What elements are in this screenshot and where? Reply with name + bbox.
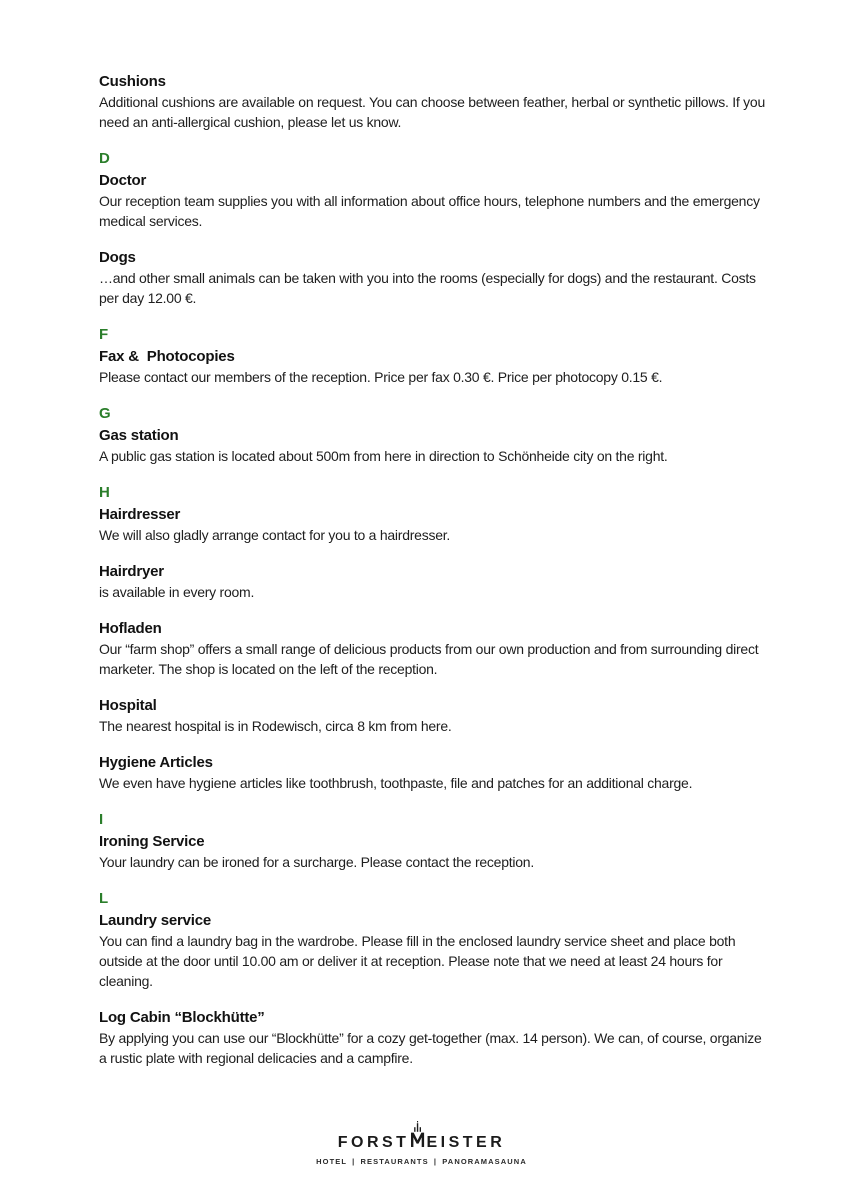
letter-section <box>99 72 771 132</box>
entry-body: Please contact our members of the reception. Price per fax 0.30 €. Price per photocopy 0.15 €. <box>99 369 663 385</box>
guide-entry <box>99 619 771 679</box>
entry-body: A public gas station is located about 500m from here in direction to Schönheide city on the right. <box>99 448 668 464</box>
entry-title: Hairdryer <box>99 563 164 580</box>
entry-title: Laundry service <box>99 912 212 929</box>
guide-entry <box>99 426 771 466</box>
entry-title: Ironing Service <box>99 833 205 850</box>
logo-text-right: EISTER <box>426 1134 506 1151</box>
guide-entry <box>99 248 771 308</box>
logo-text-left: FORST <box>337 1134 410 1151</box>
entry-title: Hairdresser <box>99 506 181 523</box>
guide-entry <box>99 72 771 132</box>
entry-title: Dogs <box>99 249 136 266</box>
guide-entry <box>99 171 771 231</box>
entry-body: You can find a laundry bag in the wardrobe. Please fill in the enclosed laundry service sheet and place both outside at the door until 10.00 am or deliver it at reception. Please note that we need at least 24 hours for cleaning. <box>99 933 736 989</box>
guide-entry <box>99 562 771 602</box>
letter-header: D <box>99 150 110 167</box>
letter-header: F <box>99 326 109 343</box>
letter-header: G <box>99 405 111 422</box>
letter-section <box>99 889 771 1068</box>
entry-body: Our “farm shop” offers a small range of delicious products from our own production and from surrounding direct marketer. The shop is located on the left of the reception. <box>99 641 759 677</box>
guide-content <box>99 72 771 1085</box>
entry-body: …and other small animals can be taken with you into the rooms (especially for dogs) and the restaurant. Costs per day 12.00 €. <box>99 270 756 306</box>
letter-section <box>99 149 771 308</box>
entry-title: Fax & Photocopies <box>99 348 235 365</box>
entry-title: Cushions <box>99 73 166 90</box>
entry-title: Hofladen <box>99 620 162 637</box>
logo-wordmark <box>0 1121 843 1151</box>
logo-tagline: HOTEL | RESTAURANTS | PANORAMASAUNA <box>316 1157 527 1166</box>
letter-section <box>99 483 771 793</box>
entry-body: Our reception team supplies you with all information about office hours, telephone numbers and the emergency medical services. <box>99 193 760 229</box>
entry-body: Additional cushions are available on request. You can choose between feather, herbal or synthetic pillows. If you need an anti-allergical cushion, please let us know. <box>99 94 765 130</box>
entry-title: Hospital <box>99 697 157 714</box>
entry-title: Log Cabin “Blockhütte” <box>99 1009 265 1026</box>
entry-body: We even have hygiene articles like toothbrush, toothpaste, file and patches for an additional charge. <box>99 775 693 791</box>
guide-entry <box>99 1008 771 1068</box>
entry-body: We will also gladly arrange contact for you to a hairdresser. <box>99 527 451 543</box>
guide-entry <box>99 696 771 736</box>
entry-title: Doctor <box>99 172 147 189</box>
guide-entry <box>99 347 771 387</box>
entry-body: The nearest hospital is in Rodewisch, circa 8 km from here. <box>99 718 452 734</box>
entry-title: Hygiene Articles <box>99 754 213 771</box>
letter-section <box>99 325 771 387</box>
letter-section <box>99 810 771 872</box>
guide-entry <box>99 505 771 545</box>
guide-entry <box>99 832 771 872</box>
letter-header: L <box>99 890 109 907</box>
entry-title: Gas station <box>99 427 179 444</box>
entry-body: By applying you can use our “Blockhütte” for a cozy get-together (max. 14 person). We can, of course, organize a rustic plate with regional delicacies and a campfire. <box>99 1030 762 1066</box>
letter-section <box>99 404 771 466</box>
letter-header: H <box>99 484 110 501</box>
fir-tree-m-icon <box>410 1121 425 1147</box>
letter-header: I <box>99 811 104 828</box>
entry-body: is available in every room. <box>99 584 255 600</box>
entry-body: Your laundry can be ironed for a surcharge. Please contact the reception. <box>99 854 534 870</box>
guide-entry <box>99 753 771 793</box>
footer <box>0 1121 843 1166</box>
guide-entry <box>99 911 771 991</box>
